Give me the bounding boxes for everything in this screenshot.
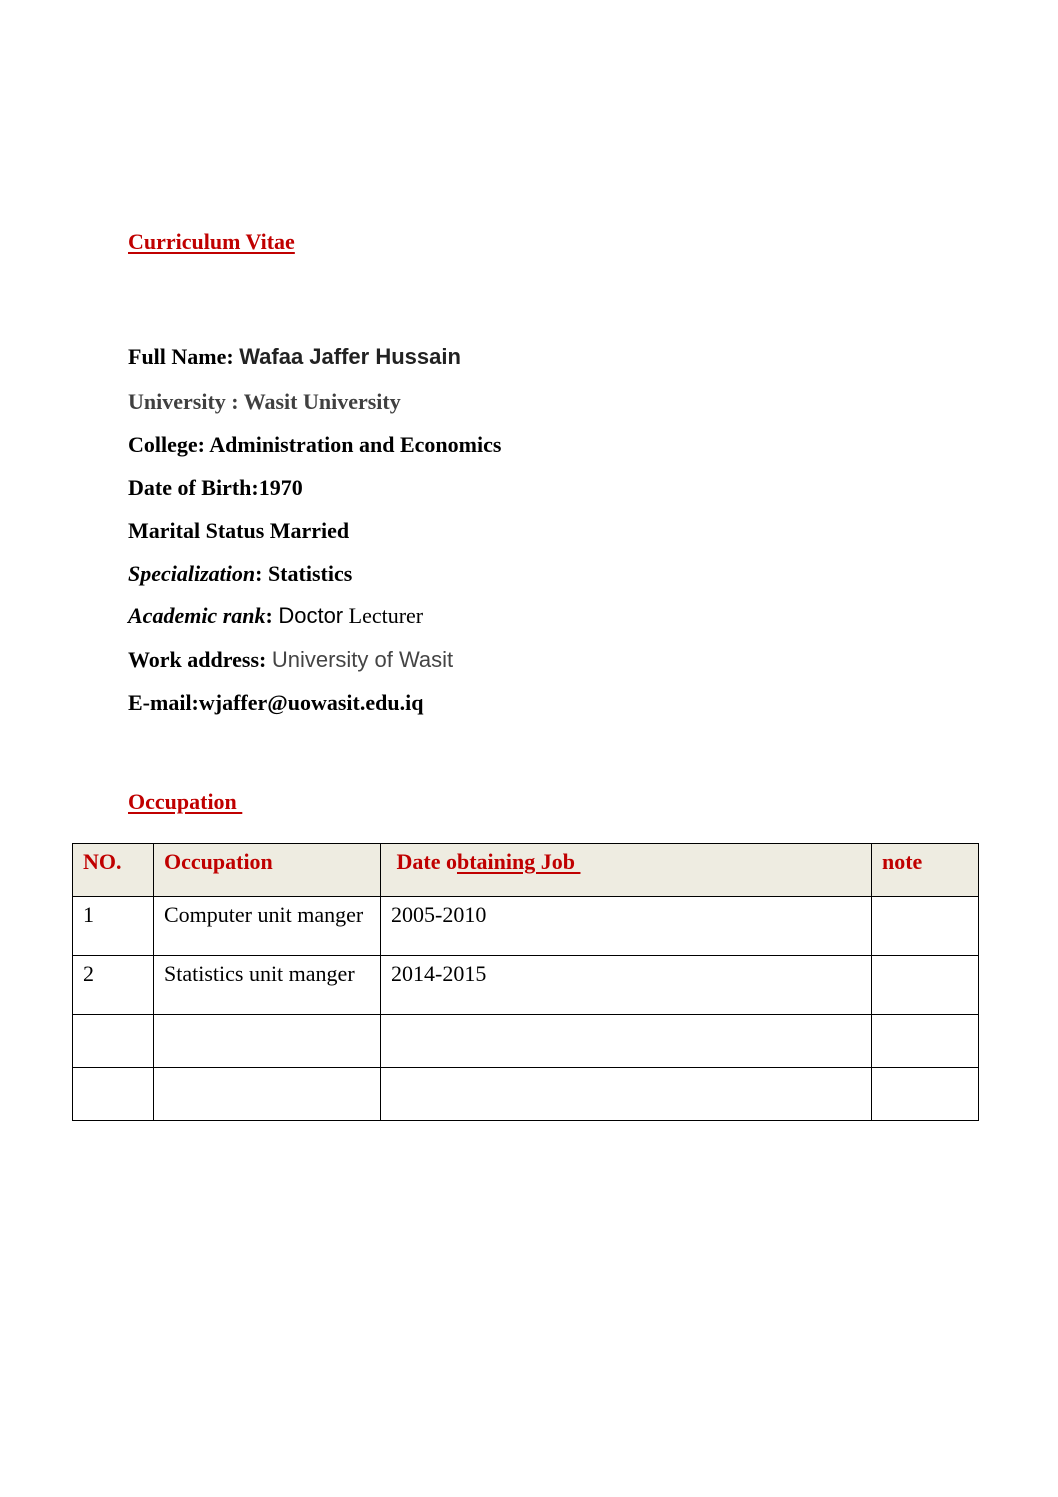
work-address-line [128, 646, 453, 674]
occupation-section-title: Occupation [128, 789, 243, 814]
work-address-label: Work address: [128, 647, 272, 672]
academic-rank-line [128, 602, 423, 630]
specialization-value: : Statistics [255, 561, 353, 586]
work-address-value: University of Wasit [271, 647, 454, 672]
email-line: E-mail:wjaffer@uowasit.edu.iq [128, 690, 424, 715]
column-header-note: note [872, 844, 979, 897]
academic-rank-doctor: Doctor [278, 603, 344, 628]
table-header-row [73, 844, 979, 897]
cell-note [872, 897, 979, 956]
occupation-table [72, 843, 979, 1121]
university-line: University : Wasit University [128, 389, 401, 414]
specialization-label: Specialization [128, 561, 256, 586]
full-name-line [128, 343, 461, 371]
cell-note [872, 1015, 979, 1068]
date-header-underlined: btaining Job [456, 849, 581, 874]
column-header-no: NO. [73, 844, 154, 897]
date-of-birth-line: Date of Birth:1970 [128, 475, 303, 500]
column-header-date [381, 844, 872, 897]
table-row [73, 956, 979, 1015]
cell-no: 1 [73, 897, 154, 956]
college-line: College: Administration and Economics [128, 432, 502, 457]
full-name-value: Wafaa Jaffer Hussain [239, 344, 461, 369]
cell-no [73, 1015, 154, 1068]
cell-date: 2014-2015 [381, 956, 872, 1015]
cell-date [381, 1015, 872, 1068]
academic-rank-label: Academic rank [128, 603, 266, 628]
cell-date: 2005-2010 [381, 897, 872, 956]
table-row [73, 1015, 979, 1068]
marital-status-line: Marital Status Married [128, 518, 350, 543]
cell-occupation: Statistics unit manger [154, 956, 381, 1015]
cell-no: 2 [73, 956, 154, 1015]
date-header-prefix: Date o [391, 849, 457, 874]
cell-occupation [154, 1068, 381, 1121]
cell-date [381, 1068, 872, 1121]
cell-note [872, 956, 979, 1015]
table-row [73, 897, 979, 956]
page-title: Curriculum Vitae [128, 229, 295, 254]
cell-note [872, 1068, 979, 1121]
cell-occupation [154, 1015, 381, 1068]
table-row [73, 1068, 979, 1121]
cell-occupation: Computer unit manger [154, 897, 381, 956]
cell-no [73, 1068, 154, 1121]
academic-rank-lecturer: Lecturer [343, 603, 424, 628]
specialization-line [128, 560, 352, 588]
academic-rank-colon: : [265, 603, 279, 628]
full-name-label: Full Name: [128, 344, 240, 369]
column-header-occupation: Occupation [154, 844, 381, 897]
